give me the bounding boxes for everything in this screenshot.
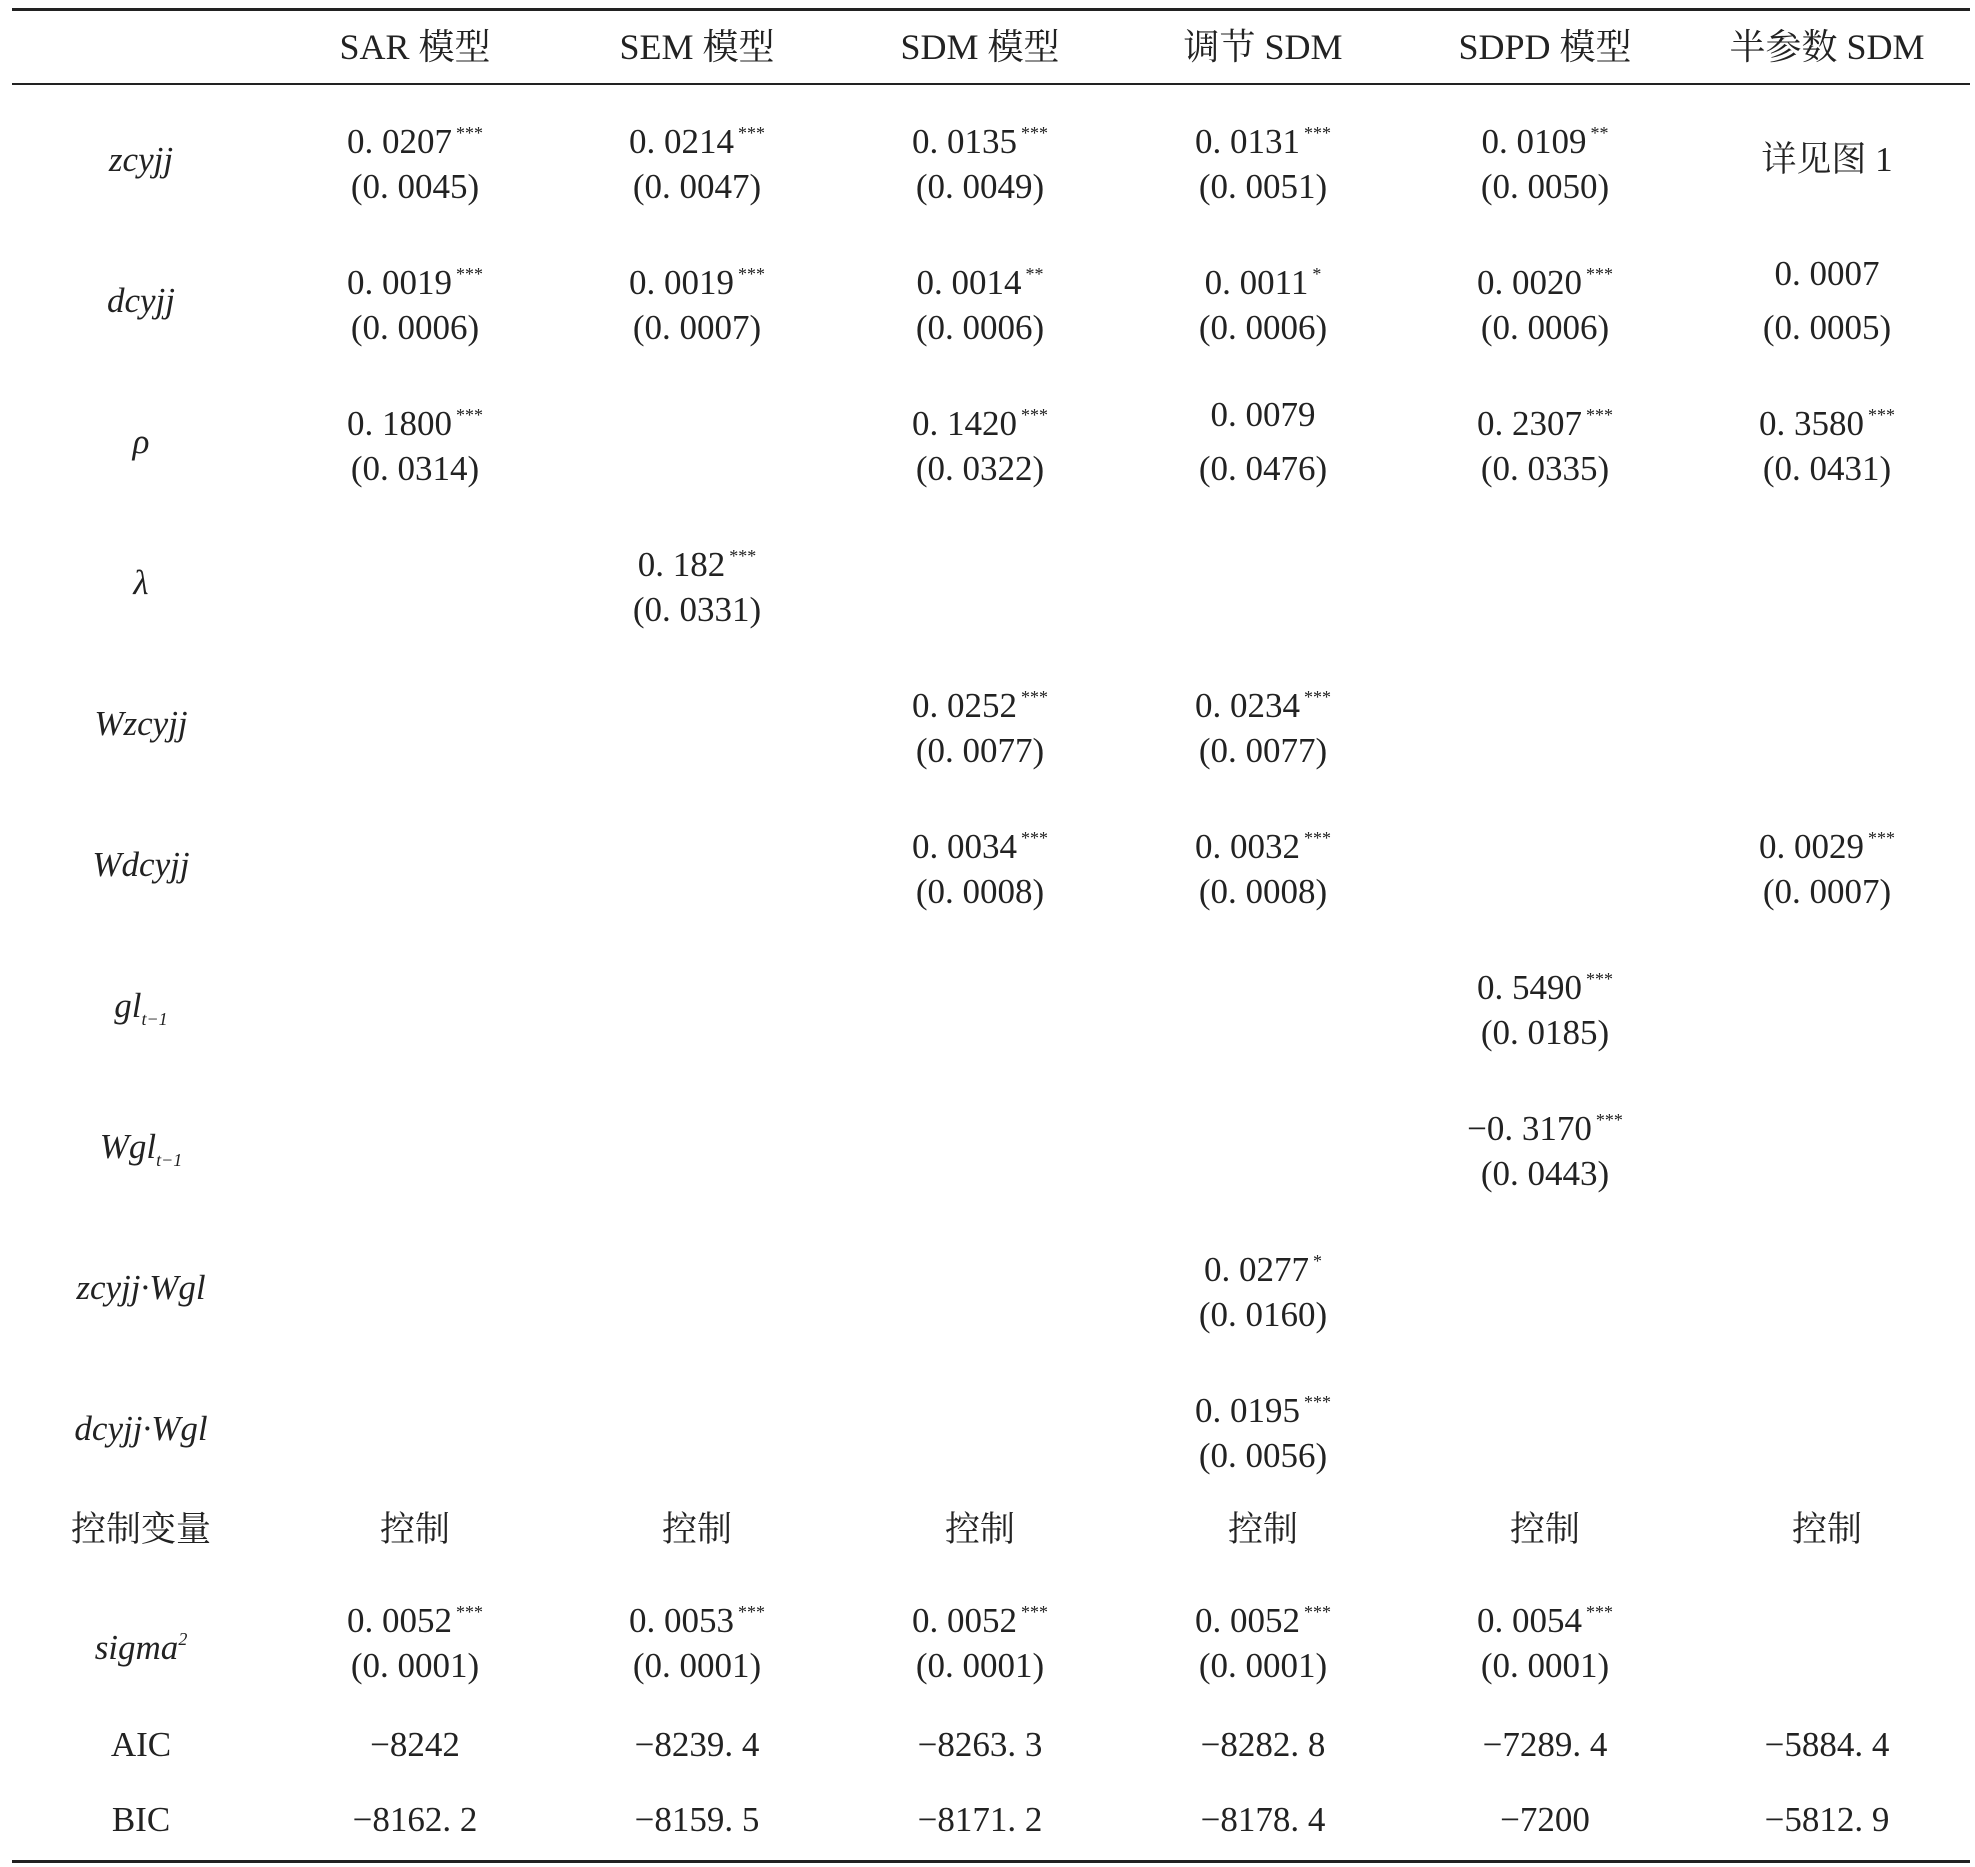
coefficient	[1122, 254, 1404, 303]
coefficient-value: 0. 0234	[1195, 686, 1300, 725]
significance-stars: ***	[1586, 1602, 1613, 1622]
table-bottom-rule	[12, 1860, 1970, 1863]
standard-error: (0. 0185)	[1480, 1013, 1610, 1052]
coefficient-value: 0. 0052	[347, 1601, 452, 1640]
significance-stars: ***	[456, 1602, 483, 1622]
coefficient-value: 0. 0079	[1210, 395, 1316, 434]
cell-text: −8162. 2	[352, 1800, 478, 1839]
row-label-subscript: t−1	[156, 1150, 183, 1170]
cell-text: −8282. 8	[1200, 1725, 1326, 1764]
coefficient-value: 0. 0019	[347, 263, 452, 302]
row-label-superscript: 2	[178, 1629, 188, 1649]
cell-text: 控制	[1509, 1510, 1580, 1549]
coefficient-value: 0. 2307	[1477, 404, 1582, 443]
coefficient	[1686, 254, 1968, 294]
cell-text: −8263. 3	[917, 1725, 1043, 1764]
significance-stars: ***	[456, 405, 483, 425]
column-header: SDM 模型	[900, 27, 1060, 67]
coefficient	[1122, 113, 1404, 162]
standard-error: (0. 0314)	[350, 449, 480, 488]
coefficient	[1122, 1241, 1404, 1290]
significance-stars: ***	[1304, 123, 1331, 143]
significance-stars: *	[1312, 264, 1322, 284]
row-label	[0, 1619, 282, 1668]
coefficient	[274, 395, 556, 444]
row-label-text: dcyjj	[106, 281, 176, 320]
significance-stars: ***	[456, 123, 483, 143]
cell-text: −5812. 9	[1764, 1800, 1890, 1839]
coefficient	[839, 254, 1121, 303]
row-label-text: zcyjj	[108, 140, 174, 179]
significance-stars: ***	[1586, 405, 1613, 425]
column-header: SEM 模型	[619, 27, 775, 67]
standard-error: (0. 0045)	[350, 167, 480, 206]
coefficient-value: 0. 0277	[1204, 1250, 1309, 1289]
coefficient-value: 0. 0207	[347, 122, 452, 161]
row-label	[0, 422, 282, 462]
standard-error: (0. 0047)	[632, 167, 762, 206]
significance-stars: ***	[738, 1602, 765, 1622]
coefficient	[556, 536, 838, 585]
coefficient-value: 0. 0029	[1759, 827, 1864, 866]
column-header: 半参数 SDM	[1729, 27, 1925, 67]
coefficient	[839, 395, 1121, 444]
significance-stars: ***	[1586, 264, 1613, 284]
row-label	[0, 1800, 282, 1840]
cell-text: 控制	[1791, 1510, 1862, 1549]
coefficient	[1686, 395, 1968, 444]
standard-error: (0. 0008)	[915, 872, 1045, 911]
coefficient	[1122, 818, 1404, 867]
row-label-text: BIC	[111, 1800, 171, 1839]
significance-stars: ***	[738, 264, 765, 284]
significance-stars: ***	[1304, 1392, 1331, 1412]
cell-text: −7289. 4	[1482, 1725, 1608, 1764]
standard-error: (0. 0049)	[915, 167, 1045, 206]
cell-text: 控制	[944, 1510, 1015, 1549]
standard-error: (0. 0051)	[1198, 167, 1328, 206]
coefficient	[556, 254, 838, 303]
significance-stars: ***	[1304, 828, 1331, 848]
coefficient	[274, 113, 556, 162]
coefficient-value: 0. 0195	[1195, 1391, 1300, 1430]
row-label	[0, 1409, 282, 1449]
standard-error: (0. 0160)	[1198, 1295, 1328, 1334]
coefficient	[839, 818, 1121, 867]
standard-error: (0. 0005)	[1762, 308, 1892, 347]
row-label-subscript: t−1	[141, 1009, 168, 1029]
cell-text: 控制	[379, 1510, 450, 1549]
row-label-text: λ	[133, 563, 149, 602]
significance-stars: **	[1590, 123, 1609, 143]
significance-stars: ***	[1868, 828, 1895, 848]
row-label-text: AIC	[110, 1725, 172, 1764]
row-label	[0, 986, 282, 1039]
coefficient	[1122, 1382, 1404, 1431]
significance-stars: ***	[1304, 687, 1331, 707]
coefficient-value: 0. 0007	[1774, 254, 1880, 293]
standard-error: (0. 0431)	[1762, 449, 1892, 488]
row-label-text: dcyjj·Wgl	[74, 1409, 208, 1448]
coefficient-value: 0. 0214	[629, 122, 734, 161]
standard-error: (0. 0001)	[632, 1646, 762, 1685]
row-label	[0, 563, 282, 603]
standard-error: (0. 0443)	[1480, 1154, 1610, 1193]
significance-stars: ***	[1595, 1110, 1623, 1130]
coefficient	[1404, 113, 1686, 162]
coefficient	[556, 113, 838, 162]
standard-error: (0. 0322)	[915, 449, 1045, 488]
cell-text: 控制	[661, 1510, 732, 1549]
coefficient	[839, 1592, 1121, 1641]
row-label-text: Wzcyjj	[94, 704, 188, 743]
cell-text: −7200	[1500, 1800, 1590, 1839]
coefficient-value: 0. 0020	[1477, 263, 1582, 302]
coefficient-value: 0. 5490	[1477, 968, 1582, 1007]
significance-stars: ***	[738, 123, 765, 143]
coefficient-value: 0. 0011	[1204, 263, 1309, 302]
coefficient	[1122, 395, 1404, 435]
column-header: SAR 模型	[339, 27, 491, 67]
coefficient	[1404, 395, 1686, 444]
table-header-rule	[12, 83, 1970, 85]
standard-error: (0. 0001)	[350, 1646, 480, 1685]
standard-error: (0. 0077)	[915, 731, 1045, 770]
significance-stars: **	[1025, 264, 1044, 284]
standard-error: (0. 0077)	[1198, 731, 1328, 770]
coefficient-value: 0. 0032	[1195, 827, 1300, 866]
coefficient	[1404, 1592, 1686, 1641]
row-label	[0, 1725, 282, 1765]
coefficient	[1686, 818, 1968, 867]
significance-stars: ***	[1021, 405, 1048, 425]
coefficient	[839, 113, 1121, 162]
coefficient-value: 0. 0053	[629, 1601, 734, 1640]
coefficient-value: 0. 1420	[912, 404, 1017, 443]
row-label-text: zcyjj·Wgl	[76, 1268, 206, 1307]
standard-error: (0. 0331)	[632, 590, 762, 629]
significance-stars: ***	[1021, 1602, 1048, 1622]
cell-text: −8159. 5	[634, 1800, 760, 1839]
significance-stars: ***	[1021, 123, 1048, 143]
row-label	[0, 140, 282, 180]
table-top-rule	[12, 8, 1970, 11]
cell-text: −8242	[370, 1725, 460, 1764]
row-label-text: Wgl	[99, 1127, 157, 1166]
coefficient	[1404, 254, 1686, 303]
coefficient-value: 0. 1800	[347, 404, 452, 443]
coefficient-value: 0. 3580	[1759, 404, 1864, 443]
standard-error: (0. 0001)	[1198, 1646, 1328, 1685]
significance-stars: ***	[1868, 405, 1895, 425]
row-label-text: sigma	[94, 1628, 179, 1667]
column-header: 调节 SDM	[1183, 27, 1343, 67]
significance-stars: ***	[1304, 1602, 1331, 1622]
cell-text: −5884. 4	[1764, 1725, 1890, 1764]
standard-error: (0. 0056)	[1198, 1436, 1328, 1475]
row-label	[0, 1510, 282, 1550]
coefficient	[839, 677, 1121, 726]
significance-stars: ***	[1021, 687, 1048, 707]
coefficient-value: 0. 0131	[1195, 122, 1300, 161]
standard-error: (0. 0008)	[1198, 872, 1328, 911]
coefficient	[274, 254, 556, 303]
coefficient-value: 0. 0034	[912, 827, 1017, 866]
coefficient	[556, 1592, 838, 1641]
row-label-text: gl	[114, 986, 142, 1025]
cell-text: 详见图 1	[1761, 140, 1893, 179]
coefficient	[1404, 959, 1686, 1008]
row-label-text: 控制变量	[70, 1510, 211, 1549]
standard-error: (0. 0335)	[1480, 449, 1610, 488]
coefficient-value: 0. 0052	[1195, 1601, 1300, 1640]
coefficient-value: 0. 0054	[1477, 1601, 1582, 1640]
significance-stars: ***	[729, 546, 757, 566]
cell-text: 控制	[1227, 1510, 1298, 1549]
cell-text: −8178. 4	[1200, 1800, 1326, 1839]
row-label	[0, 1127, 282, 1180]
standard-error: (0. 0050)	[1480, 167, 1610, 206]
standard-error: (0. 0007)	[1762, 872, 1892, 911]
row-label	[0, 704, 282, 744]
row-label	[0, 1268, 282, 1308]
standard-error: (0. 0007)	[632, 308, 762, 347]
row-label	[0, 281, 282, 321]
coefficient	[1122, 1592, 1404, 1641]
standard-error: (0. 0006)	[350, 308, 480, 347]
significance-stars: *	[1313, 1251, 1322, 1271]
significance-stars: ***	[1021, 828, 1048, 848]
significance-stars: ***	[456, 264, 483, 284]
coefficient-value: 0. 0252	[912, 686, 1017, 725]
coefficient-value: −0. 3170	[1467, 1109, 1592, 1148]
standard-error: (0. 0476)	[1198, 449, 1328, 488]
coefficient-value: 0. 0014	[916, 263, 1022, 302]
cell-text: −8239. 4	[634, 1725, 760, 1764]
coefficient-value: 0. 182	[637, 545, 726, 584]
coefficient-value: 0. 0052	[912, 1601, 1017, 1640]
row-label-text: Wdcyjj	[92, 845, 190, 884]
row-label-text: ρ	[132, 422, 150, 461]
cell-text: −8171. 2	[917, 1800, 1043, 1839]
coefficient-value: 0. 0109	[1481, 122, 1587, 161]
coefficient	[274, 1592, 556, 1641]
row-label	[0, 845, 282, 885]
standard-error: (0. 0001)	[1480, 1646, 1610, 1685]
standard-error: (0. 0006)	[1198, 308, 1328, 347]
standard-error: (0. 0001)	[915, 1646, 1045, 1685]
standard-error: (0. 0006)	[915, 308, 1045, 347]
coefficient	[1122, 677, 1404, 726]
coefficient	[1404, 1100, 1686, 1149]
significance-stars: ***	[1586, 969, 1613, 989]
column-header: SDPD 模型	[1458, 27, 1632, 67]
coefficient-value: 0. 0135	[912, 122, 1017, 161]
coefficient-value: 0. 0019	[629, 263, 734, 302]
standard-error: (0. 0006)	[1480, 308, 1610, 347]
